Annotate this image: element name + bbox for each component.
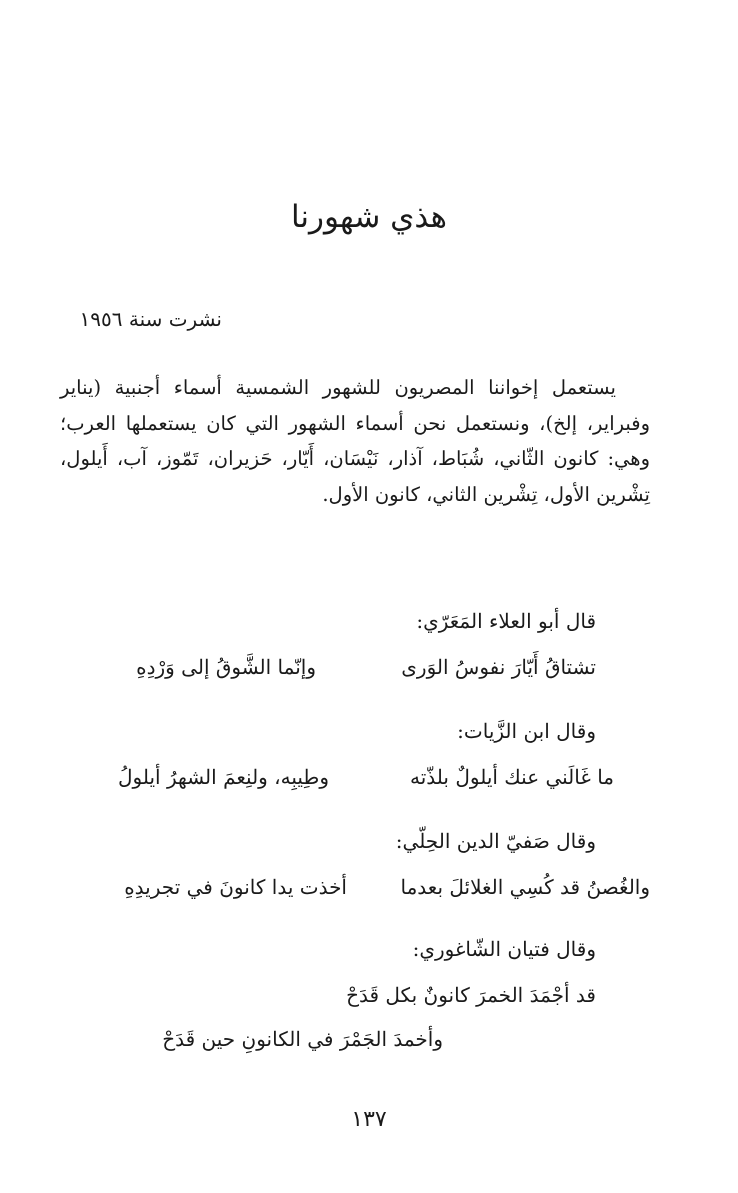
paragraph-line: أَيّار، حَزيران، تَمّوز، آب، أَيلول، تِشْرين الأول، تِشْرين الثاني،	[60, 447, 650, 506]
verse-first-hemistich: ما غَالَني عنك أيلولٌ بلذّته	[410, 765, 614, 789]
verse-first-line: قد أجْمَدَ الخمرَ كانونٌ بكل قَدَحْ	[346, 983, 596, 1007]
paragraph-line: يستعملها العرب؛ وهي: كانون الثّاني، شُبَاط، آذار، نَيْسَان،	[60, 411, 650, 470]
chapter-title: هذي شهورنا	[290, 199, 448, 235]
verse-second-hemistich: وطِيبِه، ولنِعمَ الشهرُ أيلولُ	[118, 765, 329, 789]
verse-first-hemistich: والغُصنُ قد كُسِي الغلائلَ بعدما	[400, 875, 650, 899]
quote-intro: وقال صَفيّ الدين الحِلّي:	[395, 829, 596, 853]
quote-intro: وقال فتيان الشّاغوري:	[412, 937, 596, 961]
verse-second-hemistich: أخذت يدا كانونَ في تجريدِهِ	[124, 875, 347, 899]
paragraph-line: (يناير وفبراير، إلخ)، ونستعمل نحن أسماء الشهور التي كان	[60, 376, 650, 435]
paragraph-line: يستعمل إخواننا المصريون للشهور الشمسية أسماء أجنبية	[114, 376, 616, 399]
intro-paragraph	[60, 370, 650, 512]
verse-first-hemistich: تشتاقُ أَيّارَ نفوسُ الوَرى	[401, 655, 596, 679]
verse-second-line: وأخمدَ الجَمْرَ في الكانونِ حين قَدَحْ	[162, 1027, 443, 1051]
page-number: ١٣٧	[351, 1107, 387, 1132]
paragraph-line: كانون الأول.	[322, 482, 420, 506]
quote-intro: قال أبو العلاء المَعَرّي:	[416, 609, 596, 633]
verse-second-hemistich: وإنّما الشَّوقُ إلى وَرْدِهِ	[136, 655, 316, 679]
quote-intro: وقال ابن الزَّيات:	[457, 719, 596, 743]
publication-note: نشرت سنة ١٩٥٦	[79, 307, 222, 331]
